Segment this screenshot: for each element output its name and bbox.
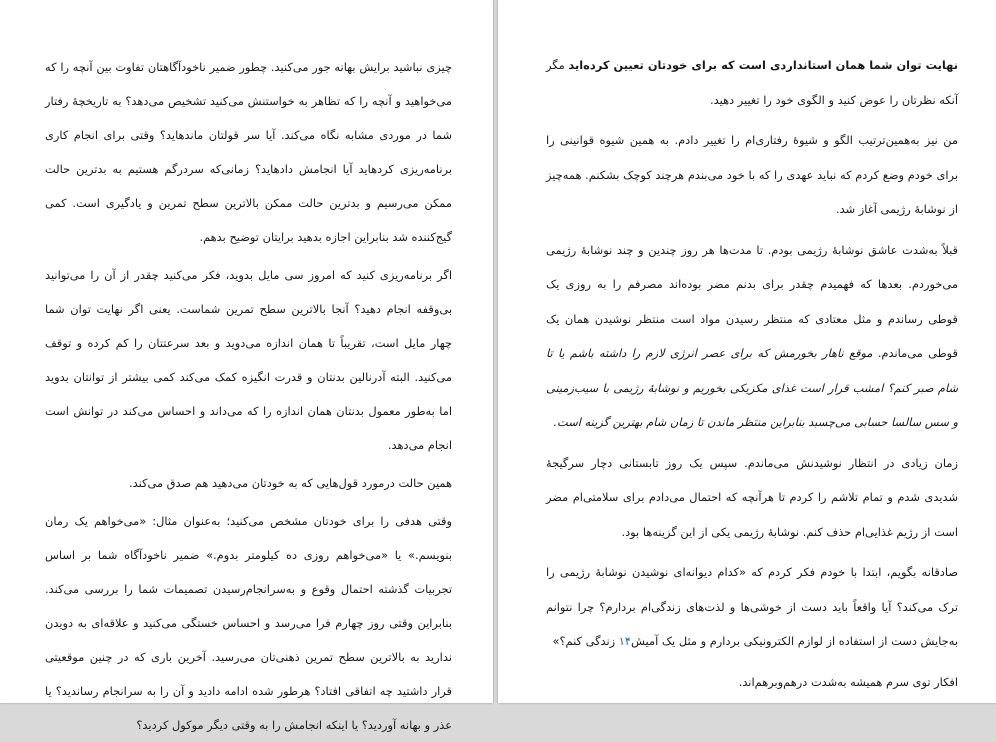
left-page <box>0 0 493 732</box>
paragraph: وقتی هدفی را برای خودتان مشخص می‌کنید؛ به‌عنوان مثال: «می‌خواهم یک رمان بنویسم.» یا «می‌خواهم روزی ده کیلومتر بدوم.» ضمیر ناخودآگاه شما بر اساس تجربیات گذشته احتمال وقوع و به‌سرانجام‌رسیدن تصمیمات شما را بررسی می‌کند. بنابراین وقتی روز چهارم فرا می‌رسد و احساس خستگی می‌کنید و علاقه‌ای به دویدن ندارید به بالاترین سطح تمرین ذهنی‌تان می‌رسید. آخرین باری که در چنین موقعیتی قرار داشتید چه اتفاقی افتاد؟ هرطور شده ادامه دادید و آن را به سرانجام رساندید؟ یا عذر و بهانه آوردید؟ یا اینکه انجامش را به وقتی دیگر موکول کردید؟ <box>45 514 452 732</box>
italic-text: موقع ناهار بخورمش که برای عصر انرژی لازم را داشته باشم یا تا شام صبر کنم؟ امشب قرار است غذای مکزیکی بخوریم و نوشابهٔ رژیمی با سیب‌زمینی و سس سالسا حسابی می‌چسبد بنابراین منتظر ماندن تا زمان شام بهترین گزینه است. <box>546 346 958 429</box>
paragraph <box>546 48 958 117</box>
bold-text: نهایت توان شما همان استانداردی است که برای خودتان تعیین کرده‌اید <box>568 58 958 72</box>
paragraph: اگر برنامه‌ریزی کنید که امروز سی مایل بدوید، فکر می‌کنید چقدر از آن را می‌توانید بی‌وقفه انجام دهید؟ آنجا بالاترین سطح تمرین شماست. یعنی اگر نهایت توان شما چهار مایل است، تقریباً تا همان اندازه می‌دوید و بعد سرعتتان را کم کرده و توقف می‌کنید. البته آدرنالین بدنتان و قدرت انگیزه کمک می‌کند کمی بیشتر از توانتان بدوید اما به‌طور معمول بدنتان همان اندازه را که می‌داند و احساس می‌کند در توانش است انجام می‌دهد. <box>45 268 452 452</box>
left-page-text <box>45 50 452 742</box>
paragraph: من نیز به‌همین‌ترتیب الگو و شیوهٔ رفتاری‌ام را تغییر دادم. به همین شیوه قوانینی را برای خودم وضع کردم که نباید عهدی را که با خود می‌بندم هرچند کوچک بشکنم. همه‌چیز از نوشابهٔ رژیمی آغاز شد. <box>546 133 958 216</box>
paragraph <box>546 555 958 659</box>
paragraph-text: زندگی کنم؟» <box>552 634 619 648</box>
right-page <box>498 0 996 703</box>
paragraph <box>546 233 958 440</box>
paragraph: افکار توی سرم همیشه به‌شدت درهم‌وبرهم‌اند. <box>738 674 958 689</box>
paragraph: همین حالت درمورد قول‌هایی که به خودتان می‌دهید هم صدق می‌کند. <box>129 476 452 490</box>
paragraph-text: قبلاً به‌شدت عاشق نوشابهٔ رژیمی بودم. تا مدت‌ها هر روز چندین و چند نوشابهٔ رژیمی می‌خوردم. بعدها که فهمیدم چقدر برای بدنم مضر بوده‌اند مصرفم را به روزی یک قوطی رساندم و مثل معتادی که منتظر رسیدن مواد است منتظر نوشیدن همان یک قوطی می‌ماندم. <box>546 242 958 360</box>
right-page-text <box>546 48 958 699</box>
footnote-reference[interactable]: ۱۴ <box>618 634 632 648</box>
paragraph-text: صادقانه بگویم، ابتدا با خودم فکر کردم که «کدام دیوانه‌ای نوشیدن نوشابهٔ رژیمی را ترک می‌کند؟ آیا واقعاً باید دست از خوشی‌ها و لذت‌های زندگی‌ام بردارم؟ چرا نتوانم به‌جایش دست از استفاده از لوازم الکترونیکی بردارم و مثل یک آمیش <box>546 565 958 648</box>
paragraph-text: مگر آنکه نظرتان را عوض کنید و الگوی خود را تغییر دهید. <box>546 58 958 107</box>
paragraph: زمان زیادی در انتظار نوشیدنش می‌ماندم. سپس یک روز تابستانی دچار سرگیجهٔ شدیدی شدم و تمام تلاشم را کردم تا هرآنچه که احتمال می‌دادم برای سلامتی‌ام مضر است از رژیم غذایی‌ام حذف کنم. نوشابهٔ رژیمی یکی از این گزینه‌ها بود. <box>546 455 958 539</box>
paragraph: چیزی نباشید برایش بهانه جور می‌کنید. چطور ضمیر ناخودآگاهتان تفاوت بین آنچه را که می‌خواهید و آنچه را که تظاهر به خواستنش می‌کنید تشخیص می‌دهد؟ به تاریخچهٔ رفتار شما در موردی مشابه نگاه می‌کند. آیا سر قولتان ماندهاید؟ وقتی برای انجام کاری برنامه‌ریزی کردهاید آیا انجامش دادهاید؟ زمانی‌که سردرگم هستیم به بدترین حالت ممکن می‌رسیم و بدترین حالت ممکن بالاترین سطح تمرین و یادگیری است. کمی گیج‌کننده شد بنابراین اجازه بدهید برایتان توضیح بدهم. <box>45 60 452 244</box>
